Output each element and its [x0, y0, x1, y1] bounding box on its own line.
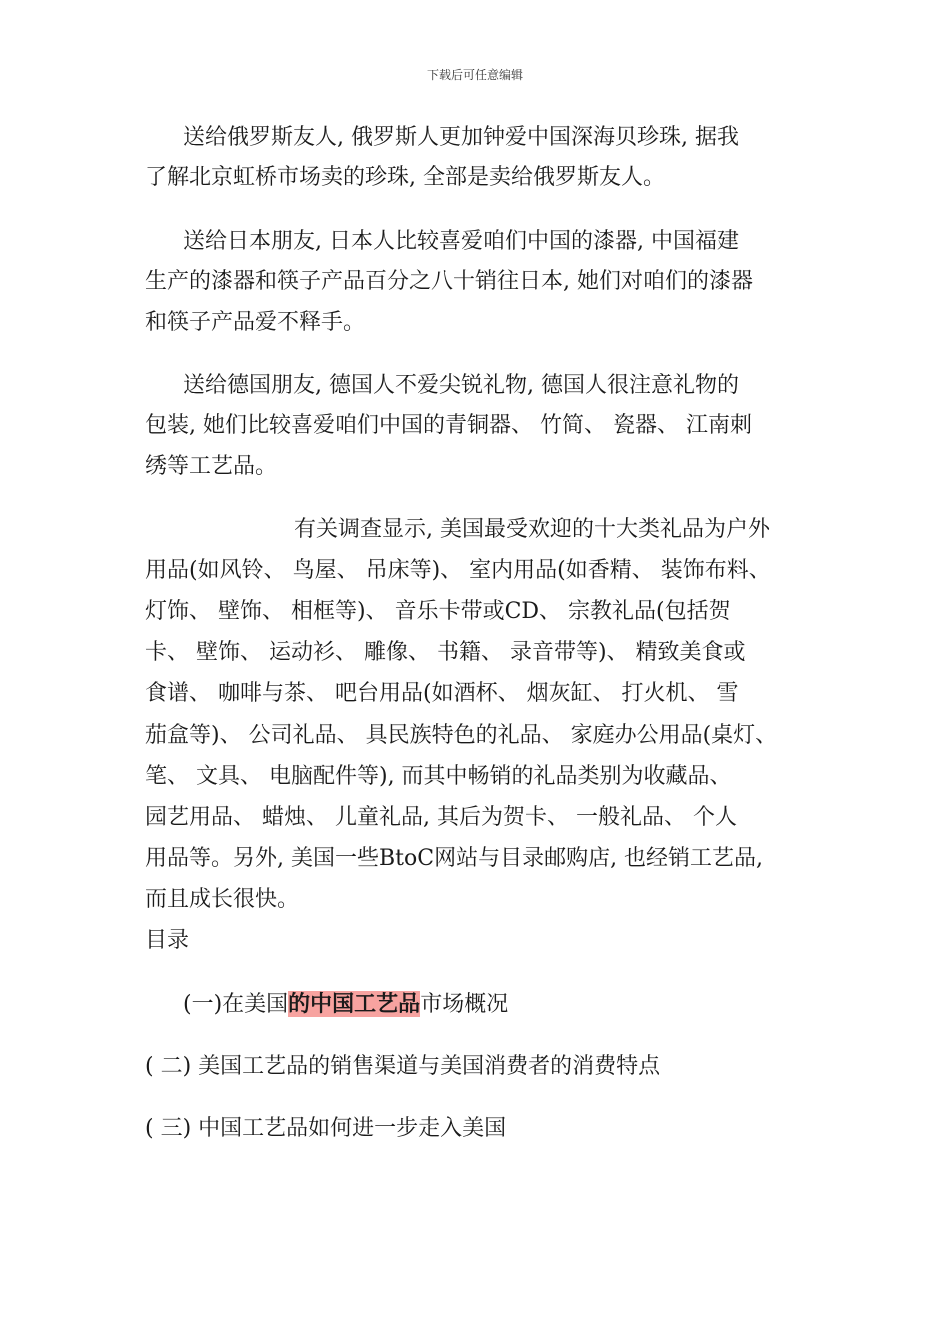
toc-item-1-highlight: 的中国工艺品: [288, 991, 421, 1017]
toc-item-1[interactable]: [183, 989, 508, 1020]
paragraph-line: 送给德国朋友, 德国人不爱尖锐礼物, 德国人很注意礼物的: [183, 373, 739, 398]
toc-item-2[interactable]: ( 二) 美国工艺品的销售渠道与美国消费者的消费特点: [145, 1054, 661, 1079]
paragraph-line: 包装, 她们比较喜爱咱们中国的青铜器、 竹简、 瓷器、 江南刺: [145, 413, 752, 438]
paragraph-line: 笔、 文具、 电脑配件等), 而其中畅销的礼品类别为收藏品、: [145, 764, 732, 789]
toc-item-1-after: 市场概况: [420, 992, 509, 1017]
paragraph-line: 了解北京虹桥市场卖的珍珠, 全部是卖给俄罗斯友人。: [145, 165, 665, 190]
paragraph-line: 灯饰、 壁饰、 相框等)、 音乐卡带或CD、 宗教礼品(包括贺: [145, 599, 731, 624]
paragraph-line: 生产的漆器和筷子产品百分之八十销往日本, 她们对咱们的漆器: [145, 269, 753, 294]
paragraph-line: 和筷子产品爱不释手。: [145, 310, 366, 335]
page-header: 下载后可任意编辑: [426, 68, 523, 82]
paragraph-line: 送给俄罗斯友人, 俄罗斯人更加钟爱中国深海贝珍珠, 据我: [183, 125, 739, 150]
toc-item-3[interactable]: ( 三) 中国工艺品如何进一步走入美国: [145, 1116, 507, 1141]
paragraph-line: 而且成长很快。: [145, 887, 300, 912]
paragraph-line: 有关调查显示, 美国最受欢迎的十大类礼品为户外: [294, 517, 770, 542]
paragraph-line: 送给日本朋友, 日本人比较喜爱咱们中国的漆器, 中国福建: [183, 229, 739, 254]
paragraph-line: 用品(如风铃、 鸟屋、 吊床等)、 室内用品(如香精、 装饰布料、: [145, 558, 771, 583]
paragraph-line: 食谱、 咖啡与茶、 吧台用品(如酒杯、 烟灰缸、 打火机、 雪: [145, 681, 739, 706]
paragraph-line: 茄盒等)、 公司礼品、 具民族特色的礼品、 家庭办公用品(桌灯、: [145, 723, 778, 748]
paragraph-line: 卡、 壁饰、 运动衫、 雕像、 书籍、 录音带等)、 精致美食或: [145, 640, 746, 665]
paragraph-line: 绣等工艺品。: [145, 454, 278, 479]
paragraph-line: 用品等。另外, 美国一些BtoC网站与目录邮购店, 也经销工艺品,: [145, 846, 764, 871]
paragraph-line: 园艺用品、 蜡烛、 儿童礼品, 其后为贺卡、 一般礼品、 个人: [145, 805, 737, 830]
toc-title: 目录: [145, 928, 190, 953]
toc-item-1-before: (一)在美国: [183, 992, 289, 1017]
